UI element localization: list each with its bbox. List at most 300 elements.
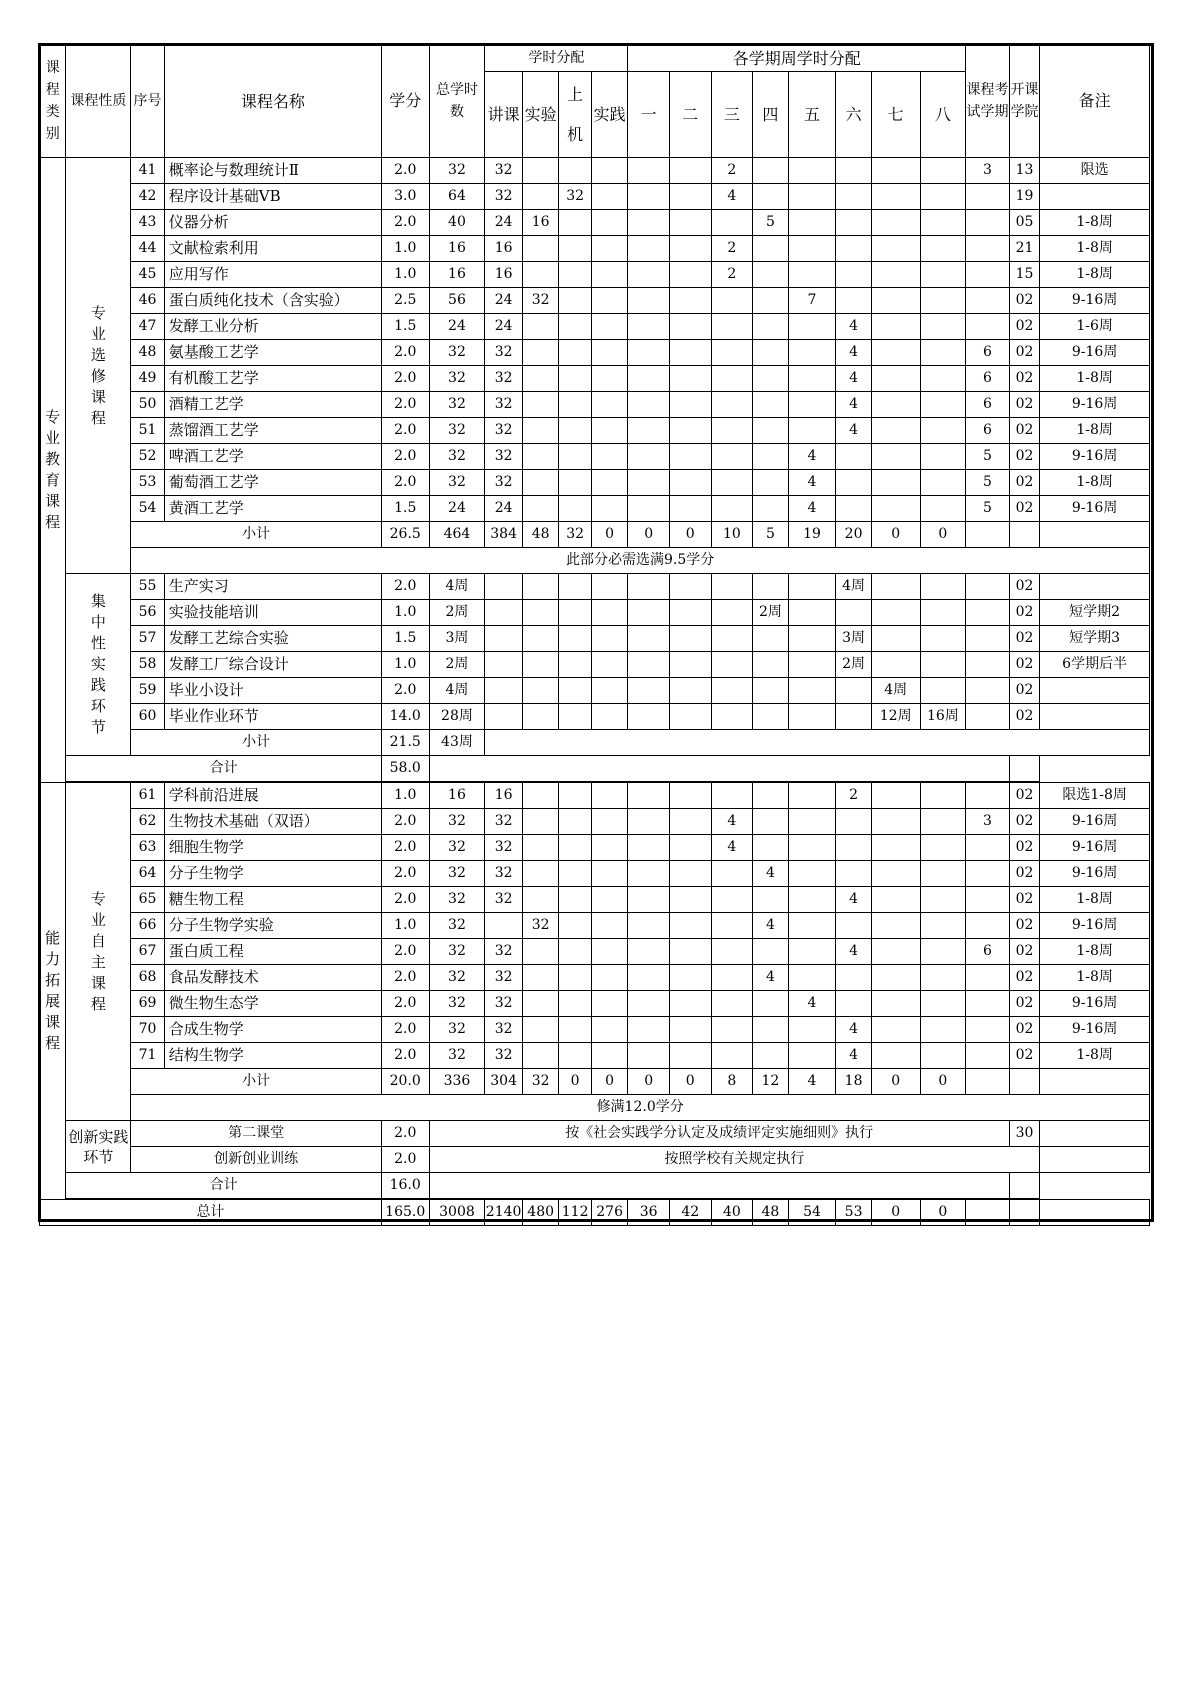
- course-credit: 2.0: [381, 887, 429, 913]
- elective-note: 此部分必需选满9.5学分: [131, 548, 1150, 574]
- semester-hours-cell: [628, 809, 670, 835]
- subtotal-total: 43周: [429, 730, 485, 756]
- semester-hours-cell: 4: [836, 366, 872, 392]
- course-remark: 9-16周: [1040, 1017, 1150, 1043]
- semester-hours-cell: 4: [836, 340, 872, 366]
- semester-hours-cell: [788, 366, 836, 392]
- subtotal-exam: [966, 522, 1010, 548]
- course-name: 分子生物学: [164, 861, 381, 887]
- course-seq: 55: [131, 574, 164, 600]
- semester-hours-cell: [871, 418, 920, 444]
- course-seq: 65: [131, 887, 164, 913]
- semester-hours-cell: [669, 158, 711, 184]
- semester-hours-cell: [628, 418, 670, 444]
- course-credit: 1.5: [381, 496, 429, 522]
- course-college: 02: [1009, 913, 1039, 939]
- course-college: 02: [1009, 678, 1039, 704]
- semester-hours-cell: [711, 314, 753, 340]
- course-name: 蒸馏酒工艺学: [164, 418, 381, 444]
- semester-hours-cell: [920, 626, 966, 652]
- course-college: 02: [1009, 991, 1039, 1017]
- course-exam-semester: [966, 288, 1010, 314]
- course-practice-hours: [591, 158, 628, 184]
- course-total-hours: 32: [429, 470, 485, 496]
- course-remark: 1-8周: [1040, 418, 1150, 444]
- course-college: 02: [1009, 470, 1039, 496]
- semester-hours-cell: [920, 340, 966, 366]
- course-credit: 1.5: [381, 626, 429, 652]
- course-lab-hours: [522, 809, 559, 835]
- course-total-hours: 32: [429, 939, 485, 965]
- course-lecture-hours: 16: [485, 782, 523, 809]
- course-name: 葡萄酒工艺学: [164, 470, 381, 496]
- course-seq: 53: [131, 470, 164, 496]
- semester-hours-cell: [711, 887, 753, 913]
- course-seq: 68: [131, 965, 164, 991]
- course-lecture-hours: 24: [485, 288, 523, 314]
- semester-hours-cell: [711, 965, 753, 991]
- course-row: [40, 965, 1150, 991]
- course-computer-hours: [559, 366, 591, 392]
- semester-hours-cell: [628, 1043, 670, 1069]
- course-credit: 1.0: [381, 652, 429, 678]
- course-computer-hours: [559, 991, 591, 1017]
- course-name: 有机酸工艺学: [164, 366, 381, 392]
- total-label: 合计: [66, 756, 382, 783]
- semester-hours-cell: [788, 913, 836, 939]
- semester-hours-cell: [711, 210, 753, 236]
- course-name: 生物技术基础（双语）: [164, 809, 381, 835]
- course-name: 蛋白质工程: [164, 939, 381, 965]
- course-seq: 61: [131, 782, 164, 809]
- course-computer-hours: [559, 835, 591, 861]
- semester-hours-cell: [836, 835, 872, 861]
- course-total-hours: 16: [429, 236, 485, 262]
- course-name: 应用写作: [164, 262, 381, 288]
- course-lab-hours: [522, 184, 559, 210]
- course-seq: 47: [131, 314, 164, 340]
- semester-hours-cell: [628, 340, 670, 366]
- course-exam-semester: [966, 704, 1010, 730]
- semester-hours-cell: [711, 861, 753, 887]
- total-row: [40, 1173, 1150, 1200]
- course-exam-semester: 6: [966, 418, 1010, 444]
- semester-hours-cell: [788, 1043, 836, 1069]
- course-college: 02: [1009, 704, 1039, 730]
- course-lab-hours: [522, 496, 559, 522]
- course-name: 学科前沿进展: [164, 782, 381, 809]
- course-college: 02: [1009, 861, 1039, 887]
- course-lab-hours: [522, 314, 559, 340]
- group-label-innovation: 创新实践环节: [66, 1121, 131, 1173]
- semester-hours-cell: [628, 288, 670, 314]
- subtotal-college: [1009, 522, 1039, 548]
- course-college: 13: [1009, 158, 1039, 184]
- course-row: [40, 392, 1150, 418]
- hours-dist-cell: [522, 652, 559, 678]
- semester-hours-cell: [711, 913, 753, 939]
- col-header-category: 课程类别: [40, 45, 66, 158]
- course-exam-semester: [966, 210, 1010, 236]
- semester-hours-cell: [920, 574, 966, 600]
- course-credit: 2.0: [381, 340, 429, 366]
- practice-row: [40, 652, 1150, 678]
- innovation-remark: [1040, 1121, 1150, 1147]
- course-total-hours: 32: [429, 861, 485, 887]
- course-lecture-hours: 32: [485, 809, 523, 835]
- semester-hours-cell: [669, 262, 711, 288]
- course-lecture-hours: 32: [485, 1017, 523, 1043]
- course-practice-hours: [591, 262, 628, 288]
- semester-hours-cell: [628, 939, 670, 965]
- semester-hours-cell: [753, 340, 789, 366]
- course-lecture-hours: [485, 913, 523, 939]
- course-seq: 60: [131, 704, 164, 730]
- subtotal-remark: [1040, 1069, 1150, 1095]
- semester-hours-cell: [669, 470, 711, 496]
- semester-hours-cell: [753, 366, 789, 392]
- col-header-total-hours: 总学时数: [429, 45, 485, 158]
- course-practice-hours: [591, 236, 628, 262]
- semester-hours-cell: [669, 236, 711, 262]
- semester-hours-cell: [711, 340, 753, 366]
- semester-hours-cell: [920, 939, 966, 965]
- semester-hours-cell: [871, 262, 920, 288]
- semester-hours-cell: [711, 600, 753, 626]
- course-total-hours: 24: [429, 314, 485, 340]
- semester-hours-cell: [753, 887, 789, 913]
- semester-hours-cell: [836, 600, 872, 626]
- course-college: 02: [1009, 1017, 1039, 1043]
- course-remark: 1-8周: [1040, 366, 1150, 392]
- total-credit: 16.0: [381, 1173, 429, 1200]
- col-header-semester-dist: 各学期周学时分配: [628, 45, 966, 72]
- course-name: 生产实习: [164, 574, 381, 600]
- course-lecture-hours: 24: [485, 314, 523, 340]
- semester-hours-cell: [669, 496, 711, 522]
- course-lab-hours: [522, 158, 559, 184]
- course-practice-hours: [591, 782, 628, 809]
- semester-hours-cell: [788, 418, 836, 444]
- hours-dist-cell: [485, 626, 523, 652]
- course-practice-hours: [591, 340, 628, 366]
- course-lecture-hours: 24: [485, 496, 523, 522]
- semester-hours-cell: 2周: [836, 652, 872, 678]
- semester-hours-cell: [711, 444, 753, 470]
- semester-hours-cell: [669, 574, 711, 600]
- semester-hours-cell: [753, 236, 789, 262]
- innovation-row: [40, 1147, 1150, 1173]
- semester-hours-cell: 54: [788, 1199, 836, 1226]
- course-row: [40, 496, 1150, 522]
- semester-hours-cell: [628, 913, 670, 939]
- course-name: 微生物生态学: [164, 991, 381, 1017]
- course-practice-hours: [591, 184, 628, 210]
- course-remark: 9-16周: [1040, 991, 1150, 1017]
- semester-hours-cell: 0: [871, 1069, 920, 1095]
- hours-dist-cell: [522, 704, 559, 730]
- semester-hours-cell: [753, 704, 789, 730]
- hours-dist-cell: [559, 626, 591, 652]
- grand-total-row: [40, 1199, 1150, 1226]
- course-remark: 1-8周: [1040, 236, 1150, 262]
- course-remark: 9-16周: [1040, 340, 1150, 366]
- semester-hours-cell: [788, 392, 836, 418]
- semester-hours-cell: [753, 1043, 789, 1069]
- course-seq: 59: [131, 678, 164, 704]
- subtotal-credit: 26.5: [381, 522, 429, 548]
- semester-hours-cell: [628, 835, 670, 861]
- hours-dist-cell: [591, 574, 628, 600]
- course-credit: 2.0: [381, 444, 429, 470]
- semester-hours-cell: [788, 887, 836, 913]
- course-lab-hours: [522, 991, 559, 1017]
- col-header-college: 开课学院: [1009, 45, 1039, 158]
- semester-hours-cell: [628, 444, 670, 470]
- course-remark: 1-8周: [1040, 210, 1150, 236]
- course-lecture-hours: 32: [485, 470, 523, 496]
- course-remark: 9-16周: [1040, 913, 1150, 939]
- semester-hours-cell: [920, 965, 966, 991]
- semester-hours-cell: [628, 965, 670, 991]
- semester-hours-cell: [920, 887, 966, 913]
- semester-hours-cell: 4: [788, 444, 836, 470]
- course-lab-hours: [522, 835, 559, 861]
- course-practice-hours: [591, 809, 628, 835]
- subtotal-prac: 0: [591, 1069, 628, 1095]
- semester-hours-cell: [711, 704, 753, 730]
- semester-hours-cell: [753, 184, 789, 210]
- course-exam-semester: 3: [966, 158, 1010, 184]
- course-credit: 2.0: [381, 574, 429, 600]
- course-computer-hours: [559, 444, 591, 470]
- course-name: 概率论与数理统计Ⅱ: [164, 158, 381, 184]
- semester-hours-cell: 2: [711, 158, 753, 184]
- course-computer-hours: [559, 392, 591, 418]
- course-exam-semester: [966, 991, 1010, 1017]
- course-row: [40, 444, 1150, 470]
- semester-hours-cell: [628, 887, 670, 913]
- semester-hours-cell: [788, 340, 836, 366]
- semester-hours-cell: [711, 626, 753, 652]
- semester-hours-cell: [753, 158, 789, 184]
- course-total-hours: 16: [429, 782, 485, 809]
- total-empty: [429, 1173, 1009, 1200]
- grand-total-college: [1009, 1199, 1039, 1226]
- course-credit: 2.5: [381, 288, 429, 314]
- course-credit: 2.0: [381, 210, 429, 236]
- innovation-credit: 2.0: [381, 1147, 429, 1173]
- course-college: 02: [1009, 939, 1039, 965]
- semester-hours-cell: [628, 704, 670, 730]
- course-credit: 1.5: [381, 314, 429, 340]
- course-college: 02: [1009, 626, 1039, 652]
- semester-hours-cell: [753, 418, 789, 444]
- course-seq: 54: [131, 496, 164, 522]
- semester-hours-cell: [628, 184, 670, 210]
- course-total-hours: 3周: [429, 626, 485, 652]
- hours-dist-cell: [485, 600, 523, 626]
- course-total-hours: 32: [429, 887, 485, 913]
- course-lab-hours: [522, 444, 559, 470]
- semester-hours-cell: [669, 652, 711, 678]
- semester-hours-cell: [628, 314, 670, 340]
- semester-hours-cell: [628, 470, 670, 496]
- semester-hours-cell: [753, 809, 789, 835]
- course-exam-semester: 6: [966, 366, 1010, 392]
- course-remark: [1040, 574, 1150, 600]
- semester-hours-cell: [628, 678, 670, 704]
- semester-hours-cell: 16周: [920, 704, 966, 730]
- semester-hours-cell: [628, 1017, 670, 1043]
- subtotal-lec: 304: [485, 1069, 523, 1095]
- semester-hours-cell: 36: [628, 1199, 670, 1226]
- semester-hours-cell: [753, 470, 789, 496]
- semester-hours-cell: 20: [836, 522, 872, 548]
- course-practice-hours: [591, 887, 628, 913]
- semester-hours-cell: [628, 991, 670, 1017]
- course-college: 02: [1009, 574, 1039, 600]
- course-remark: 短学期3: [1040, 626, 1150, 652]
- course-practice-hours: [591, 496, 628, 522]
- course-computer-hours: [559, 314, 591, 340]
- grand-total-lec: 2140: [485, 1199, 523, 1226]
- course-computer-hours: [559, 470, 591, 496]
- semester-hours-cell: [669, 704, 711, 730]
- semester-hours-cell: [788, 574, 836, 600]
- course-seq: 48: [131, 340, 164, 366]
- semester-hours-cell: 4: [753, 913, 789, 939]
- course-lecture-hours: 16: [485, 262, 523, 288]
- course-computer-hours: [559, 939, 591, 965]
- course-row: [40, 366, 1150, 392]
- practice-row: [40, 600, 1150, 626]
- course-college: 21: [1009, 236, 1039, 262]
- grand-total-lab: 480: [522, 1199, 559, 1226]
- semester-hours-cell: 12: [753, 1069, 789, 1095]
- course-college: 02: [1009, 887, 1039, 913]
- course-row: [40, 470, 1150, 496]
- course-name: 啤酒工艺学: [164, 444, 381, 470]
- course-lab-hours: [522, 887, 559, 913]
- course-practice-hours: [591, 1043, 628, 1069]
- course-total-hours: 32: [429, 392, 485, 418]
- semester-hours-cell: [711, 991, 753, 1017]
- semester-hours-cell: [669, 809, 711, 835]
- semester-hours-cell: [669, 444, 711, 470]
- course-remark: 1-8周: [1040, 470, 1150, 496]
- course-name: 糖生物工程: [164, 887, 381, 913]
- course-practice-hours: [591, 939, 628, 965]
- course-lab-hours: [522, 1043, 559, 1069]
- course-college: 02: [1009, 1043, 1039, 1069]
- course-total-hours: 56: [429, 288, 485, 314]
- course-lecture-hours: 32: [485, 991, 523, 1017]
- semester-hours-cell: [711, 1043, 753, 1069]
- col-header-remark: 备注: [1040, 45, 1150, 158]
- semester-hours-cell: [920, 314, 966, 340]
- course-computer-hours: [559, 965, 591, 991]
- course-row: [40, 887, 1150, 913]
- semester-hours-cell: [871, 574, 920, 600]
- semester-hours-cell: [628, 861, 670, 887]
- course-total-hours: 32: [429, 809, 485, 835]
- innovation-credit: 2.0: [381, 1121, 429, 1147]
- course-seq: 69: [131, 991, 164, 1017]
- course-credit: 2.0: [381, 835, 429, 861]
- subtotal-row: [40, 522, 1150, 548]
- semester-hours-cell: [628, 392, 670, 418]
- semester-hours-cell: 4: [836, 1043, 872, 1069]
- semester-hours-cell: [753, 835, 789, 861]
- course-total-hours: 32: [429, 158, 485, 184]
- course-seq: 42: [131, 184, 164, 210]
- course-college: 02: [1009, 444, 1039, 470]
- hours-dist-cell: [591, 626, 628, 652]
- course-practice-hours: [591, 392, 628, 418]
- practice-row: [40, 626, 1150, 652]
- course-credit: 2.0: [381, 392, 429, 418]
- course-college: 05: [1009, 210, 1039, 236]
- course-row: [40, 236, 1150, 262]
- course-practice-hours: [591, 366, 628, 392]
- col-header-exam: 课程考试学期: [966, 45, 1010, 158]
- subtotal-college: [1009, 1069, 1039, 1095]
- semester-hours-cell: 48: [753, 1199, 789, 1226]
- course-practice-hours: [591, 913, 628, 939]
- col-header-semester-2: 二: [669, 72, 711, 158]
- grand-total-exam: [966, 1199, 1010, 1226]
- total-remark-empty: [1009, 756, 1039, 783]
- innovation-college: 30: [1009, 1121, 1039, 1147]
- course-seq: 66: [131, 913, 164, 939]
- course-exam-semester: [966, 262, 1010, 288]
- hours-dist-cell: [591, 704, 628, 730]
- course-lab-hours: 32: [522, 913, 559, 939]
- semester-hours-cell: 4周: [836, 574, 872, 600]
- semester-hours-cell: [669, 913, 711, 939]
- hours-dist-cell: [485, 704, 523, 730]
- course-name: 发酵工厂综合设计: [164, 652, 381, 678]
- total-label: 合计: [66, 1173, 382, 1200]
- course-lecture-hours: 32: [485, 965, 523, 991]
- course-seq: 51: [131, 418, 164, 444]
- semester-hours-cell: [920, 158, 966, 184]
- col-header-lab: 实验: [522, 72, 559, 158]
- hours-dist-cell: [559, 652, 591, 678]
- col-header-lecture: 讲课: [485, 72, 523, 158]
- course-name: 蛋白质纯化技术（含实验）: [164, 288, 381, 314]
- course-credit: 2.0: [381, 158, 429, 184]
- semester-hours-cell: [836, 809, 872, 835]
- semester-hours-cell: [920, 392, 966, 418]
- semester-hours-cell: [871, 444, 920, 470]
- semester-hours-cell: [788, 861, 836, 887]
- semester-hours-cell: [669, 965, 711, 991]
- header-row-1: [40, 45, 1150, 72]
- course-remark: [1040, 184, 1150, 210]
- course-credit: 1.0: [381, 782, 429, 809]
- course-college: 02: [1009, 314, 1039, 340]
- course-remark: 1-8周: [1040, 262, 1150, 288]
- practice-row: [40, 574, 1150, 600]
- semester-hours-cell: [836, 262, 872, 288]
- hours-dist-cell: [522, 574, 559, 600]
- semester-hours-cell: [669, 1017, 711, 1043]
- course-name: 分子生物学实验: [164, 913, 381, 939]
- semester-hours-cell: [788, 184, 836, 210]
- semester-hours-cell: [920, 496, 966, 522]
